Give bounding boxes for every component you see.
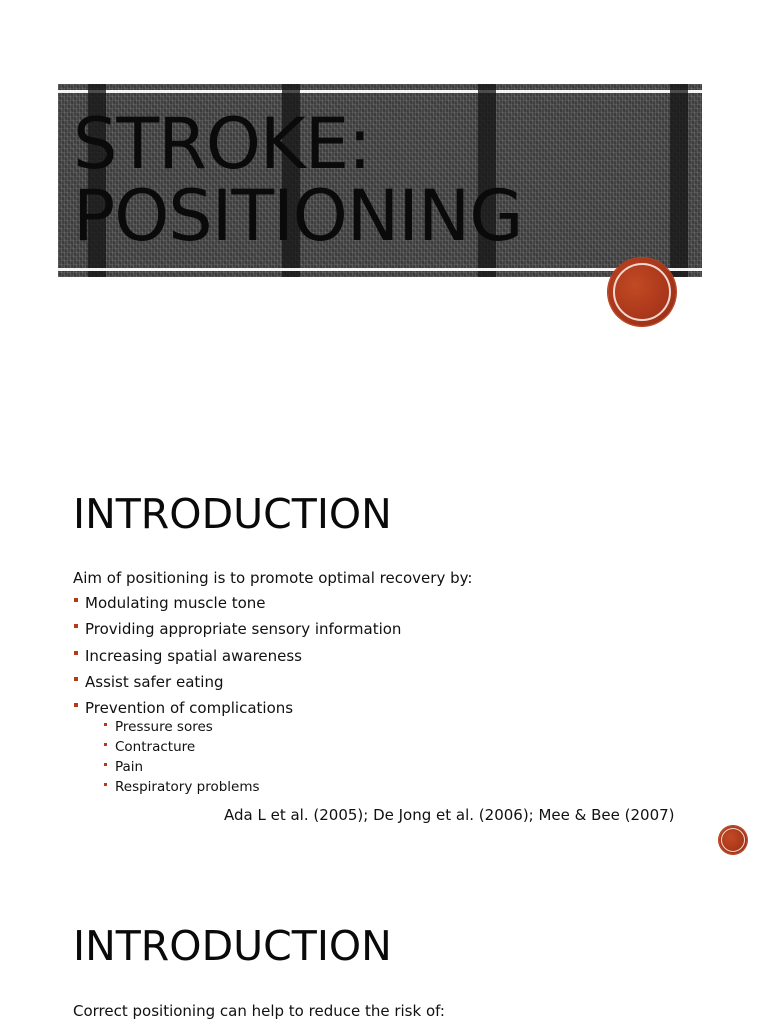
list-item — [73, 594, 401, 620]
section-heading: INTRODUCTION — [73, 490, 392, 538]
sub-list-item-text: Pressure sores — [115, 719, 213, 736]
bullet-list — [73, 594, 401, 799]
decorative-circle-icon — [719, 826, 747, 854]
intro-text: Correct positioning can help to reduce the risk of: — [73, 1002, 445, 1020]
list-item — [73, 647, 401, 673]
list-item — [73, 699, 401, 799]
sub-list-item-text: Contracture — [115, 739, 196, 756]
slide-title: STROKE: POSITIONING — [73, 103, 523, 257]
square-bullet-icon — [74, 703, 78, 707]
list-item-text: Assist safer eating — [85, 672, 224, 691]
list-item — [73, 673, 401, 699]
square-bullet-icon — [104, 783, 107, 786]
square-bullet-icon — [104, 743, 107, 746]
square-bullet-icon — [74, 624, 78, 628]
sub-list-item — [103, 759, 401, 779]
list-item-text: Increasing spatial awareness — [85, 646, 303, 665]
square-bullet-icon — [74, 598, 78, 602]
list-item-text: Prevention of complications — [85, 699, 294, 718]
sub-bullet-list — [103, 719, 401, 799]
banner-stripe — [670, 84, 688, 277]
intro-text: Aim of positioning is to promote optimal recovery by: — [73, 569, 473, 587]
square-bullet-icon — [104, 763, 107, 766]
section-heading: INTRODUCTION — [73, 922, 392, 970]
square-bullet-icon — [104, 723, 107, 726]
sub-list-item — [103, 739, 401, 759]
banner-bottom-rule — [58, 268, 702, 271]
sub-list-item — [103, 779, 401, 799]
decorative-circle-icon — [608, 258, 676, 326]
citation: Ada L et al. (2005); De Jong et al. (2006); Mee & Bee (2007) — [224, 806, 675, 824]
sub-list-item-text: Respiratory problems — [115, 779, 260, 796]
list-item — [73, 620, 401, 646]
list-item-text: Providing appropriate sensory information — [85, 620, 402, 639]
banner-top-rule — [58, 90, 702, 93]
square-bullet-icon — [74, 651, 78, 655]
square-bullet-icon — [74, 677, 78, 681]
sub-list-item — [103, 719, 401, 739]
list-item-text: Modulating muscle tone — [85, 594, 266, 612]
sub-list-item-text: Pain — [115, 759, 144, 776]
